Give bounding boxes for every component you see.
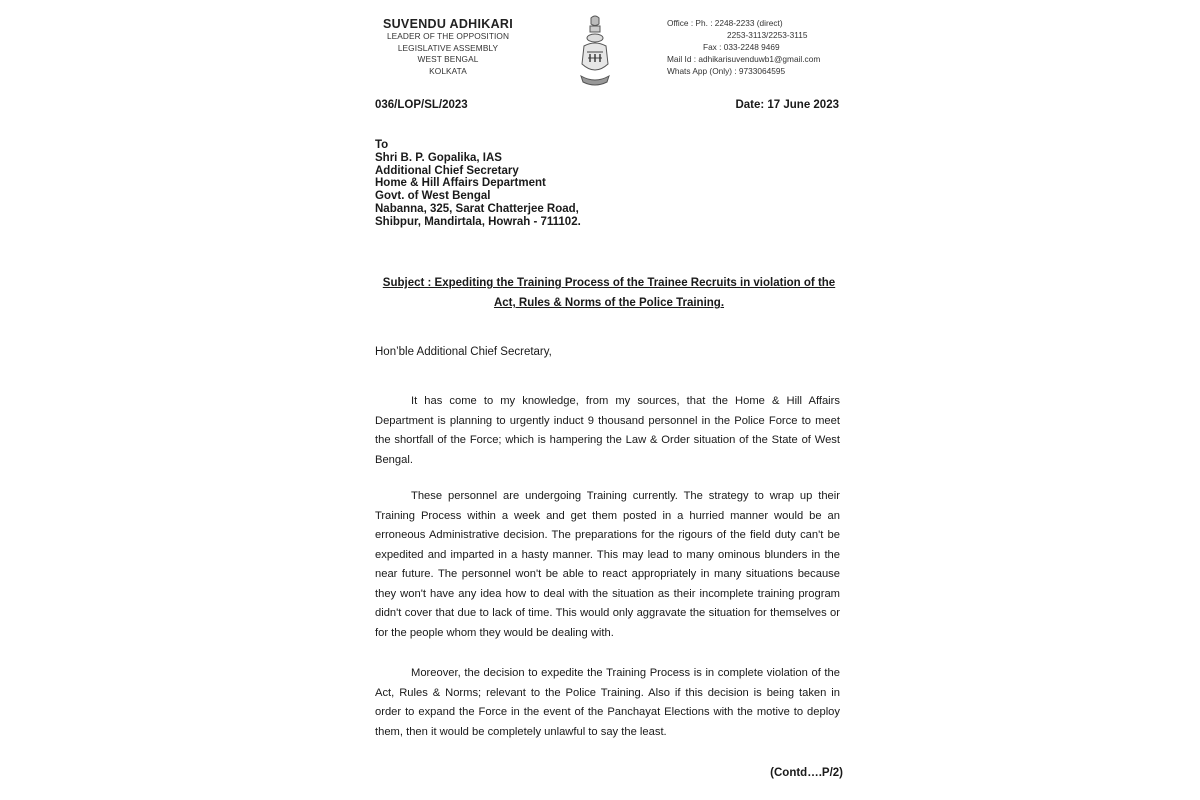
sender-body: LEGISLATIVE ASSEMBLY (397, 42, 499, 53)
office-phone: Office : Ph. : 2248-2233 (direct) (667, 18, 783, 28)
sender-name: SUVENDU ADHIKARI (382, 17, 514, 31)
fax-number: Fax : 033-2248 9469 (703, 42, 780, 52)
recipient-department: Home & Hill Affairs Department (375, 177, 546, 190)
letter-date: Date: 17 June 2023 (735, 99, 839, 111)
letterhead-sender (378, 17, 518, 77)
letterhead-contact (667, 17, 820, 77)
whatsapp-number: Whats App (Only) : 9733064595 (667, 66, 786, 76)
address-to: To (375, 139, 389, 151)
recipient-designation: Additional Chief Secretary (375, 164, 519, 177)
body-paragraph-1: It has come to my knowledge, from my sources, that the Home & Hill Affairs Department is planning to urgently induct 9 thousand personnel in the Police Force to meet the shortfall of the Force; which is hampering the Law & Order situation of the State of West Bengal. (375, 395, 840, 466)
sender-city: KOLKATA (429, 65, 467, 76)
reference-number: 036/LOP/SL/2023 (375, 99, 468, 111)
recipient-name: Shri B. P. Gopalika, IAS (375, 151, 502, 164)
sender-state: WEST BENGAL (417, 54, 479, 64)
subject-line-2: Act, Rules & Norms of the Police Training. (493, 297, 725, 309)
body-paragraph-3: Moreover, the decision to expedite the Training Process is in complete violation of the Act, Rules & Norms; relevant to the Police Training. Also if this decision is being taken in order to expand the Force in the event of the Panchayat Elections with the motive to deploy them, then it would be completely unlawful to say the least. (375, 667, 840, 738)
office-phone-alt: 2253-3113/2253-3115 (727, 30, 808, 40)
recipient-government: Govt. of West Bengal (375, 190, 491, 203)
sender-designation: LEADER OF THE OPPOSITION (386, 31, 510, 41)
recipient-city: Shibpur, Mandirtala, Howrah - 711102. (375, 215, 581, 228)
email-address: Mail Id : adhikarisuvenduwb1@gmail.com (667, 54, 821, 64)
continuation-note: (Contd….P/2) (770, 767, 843, 779)
state-emblem-icon (577, 14, 613, 90)
subject-line-1: Subject : Expediting the Training Process of the Trainee Recruits in violation of the (382, 277, 836, 289)
body-paragraph-2: These personnel are undergoing Training currently. The strategy to wrap up their Training Process within a week and get them posted in a hurried manner would be an erroneous Administrative decision. The preparations for the rigours of the field duty can't be expedited and imparted in a hasty manner. This may lead to many ominous blunders in the near future. The personnel won't be able to react appropriately in many situations because they won't have any idea how to deal with the situation as their incomplete training program didn't cover that due to lack of time. This would only aggravate the situation for themselves or for the people whom they would be dealing with. (375, 490, 840, 639)
recipient-address (375, 139, 581, 229)
recipient-street: Nabanna, 325, Sarat Chatterjee Road, (375, 202, 579, 215)
salutation: Hon’ble Additional Chief Secretary, (375, 346, 552, 358)
subject-line (375, 273, 843, 313)
